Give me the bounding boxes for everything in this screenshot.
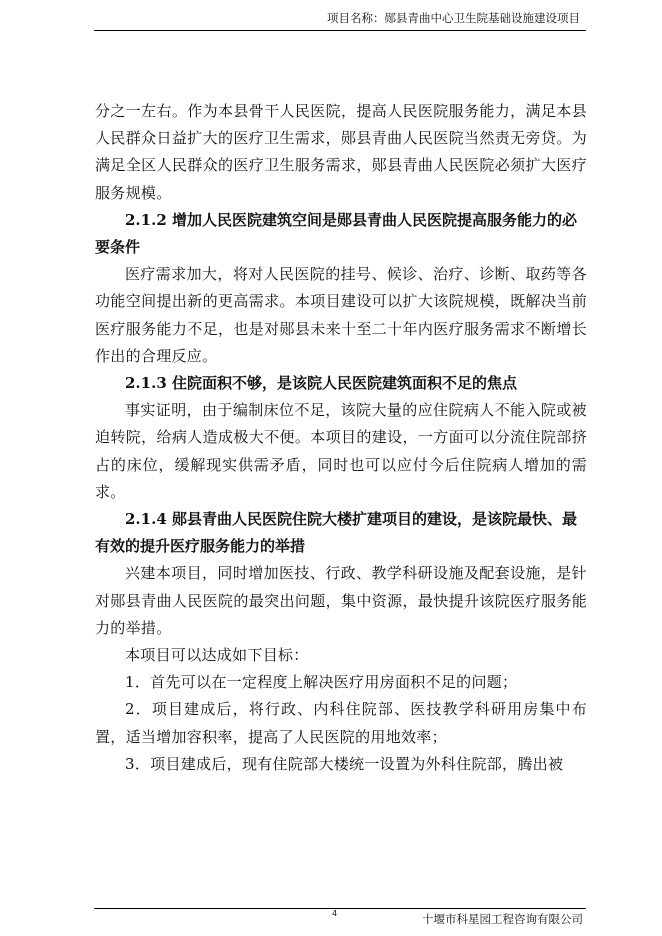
heading-2-1-2: 2.1.2 增加人民医院建筑空间是郧县青曲人民医院提高服务能力的必要条件 xyxy=(95,210,577,257)
heading-2-1-4: 2.1.4 郧县青曲人民医院住院大楼扩建项目的建设，是该院最快、最有效的提升医疗服务能力的举措 xyxy=(95,510,577,556)
heading-2-1-3: 2.1.3 住院面积不够，是该院人民医院建筑面积不足的焦点 xyxy=(125,374,517,393)
document-body xyxy=(95,98,587,778)
footer-company: 十堰市科星园工程咨询有限公司 xyxy=(422,912,583,926)
paragraph-2: 医疗需求加大，将对人民医院的挂号、候诊、治疗、诊断、取药等各功能空间提出新的更高需求。本项目建设可以扩大该院规模，既解决当前医疗服务能力不足，也是对郧县未来十至二十年内医疗服务需求不断增长作出的合理反应。 xyxy=(95,265,587,365)
page-number: 4 xyxy=(332,909,338,918)
paragraph-4: 兴建本项目，同时增加医技、行政、教学科研设施及配套设施，是针对郧县青曲人民医院的最突出问题，集中资源，最快提升该院医疗服务能力的举措。 xyxy=(95,564,587,637)
list-item-2: 2．项目建成后，将行政、内科住院部、医技教学科研用房集中布置，适当增加容积率，提高了人民医院的用地效率； xyxy=(95,700,587,746)
paragraph-1: 分之一左右。作为本县骨干人民医院，提高人民医院服务能力，满足本县人民群众日益扩大的医疗卫生需求，郧县青曲人民医院当然责无旁贷。为满足全区人民群众的医疗卫生服务需求，郧县青曲人民医院必须扩大医疗服务规模。 xyxy=(95,102,587,202)
header-project-title: 项目名称：郧县青曲中心卫生院基础设施建设项目 xyxy=(327,11,580,25)
footer-divider xyxy=(94,908,586,909)
list-item-3: 3．项目建成后，现有住院部大楼统一设置为外科住院部，腾出被 xyxy=(125,754,564,773)
page-header xyxy=(94,8,586,31)
paragraph-5: 本项目可以达成如下目标： xyxy=(125,646,309,665)
paragraph-3: 事实证明，由于编制床位不足，该院大量的应住院病人不能入院或被迫转院，给病人造成极大不便。本项目的建设，一方面可以分流住院部挤占的床位，缓解现实供需矛盾，同时也可以应付今后住院病人增加的需求。 xyxy=(95,401,587,501)
list-item-1: 1．首先可以在一定程度上解决医疗用房面积不足的问题； xyxy=(125,673,518,692)
